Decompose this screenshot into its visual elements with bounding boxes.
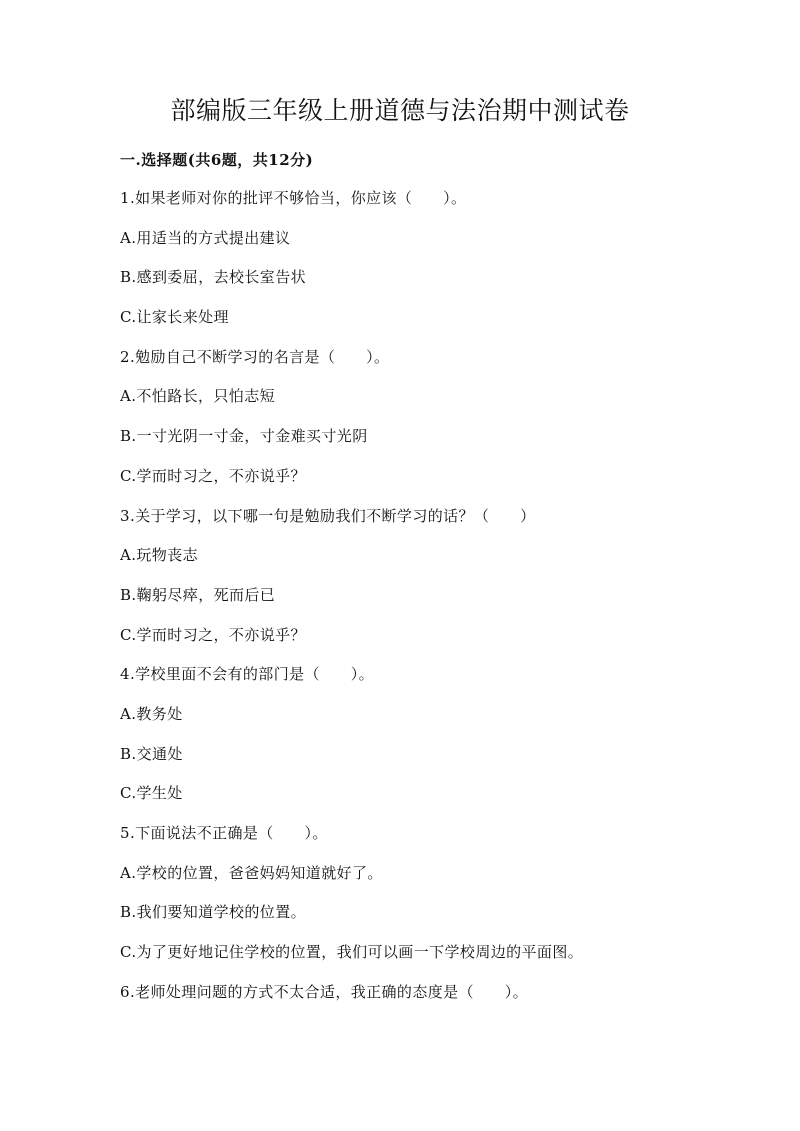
- question-2: [120, 345, 720, 504]
- question-option: C.让家长来处理: [120, 308, 229, 327]
- question-5: [120, 821, 720, 980]
- question-3: [120, 504, 720, 663]
- question-option: A.教务处: [120, 704, 183, 723]
- question-option: B.交通处: [120, 744, 183, 763]
- question-option: A.学校的位置，爸爸妈妈知道就好了。: [120, 863, 383, 882]
- question-option: B.鞠躬尽瘁，死而后已: [120, 585, 276, 604]
- page-title: 部编版三年级上册道德与法治期中测试卷: [170, 96, 630, 125]
- question-6: [120, 980, 720, 1020]
- question-4: [120, 662, 720, 821]
- question-stem: 4.学校里面不会有的部门是（ ）。: [120, 665, 375, 684]
- question-list: [120, 186, 720, 1019]
- question-option: C.为了更好地记住学校的位置，我们可以画一下学校周边的平面图。: [120, 943, 584, 962]
- question-stem: 1.如果老师对你的批评不够恰当，你应该（ ）。: [120, 189, 467, 207]
- question-stem: 5.下面说法不正确是（ ）。: [120, 824, 328, 842]
- question-option: C.学生处: [120, 784, 183, 803]
- question-option: B.我们要知道学校的位置。: [120, 903, 306, 922]
- question-1: [120, 186, 720, 345]
- question-option: A.玩物丧志: [120, 546, 199, 565]
- question-option: C.学而时习之，不亦说乎？: [120, 466, 306, 485]
- question-stem: 3.关于学习，以下哪一句是勉励我们不断学习的话？（ ）: [120, 506, 536, 525]
- question-option: A.用适当的方式提出建议: [120, 228, 291, 247]
- section-heading: 一.选择题(共6题，共12分): [120, 151, 314, 169]
- question-stem: 2.勉励自己不断学习的名言是（ ）。: [120, 347, 390, 366]
- question-stem: 6.老师处理问题的方式不太合适，我正确的态度是（ ）。: [120, 982, 529, 1001]
- question-option: C.学而时习之，不亦说乎？: [120, 625, 306, 644]
- question-option: A.不怕路长，只怕志短: [120, 387, 276, 406]
- question-option: B.感到委屈，去校长室告状: [120, 268, 306, 287]
- question-option: B.一寸光阴一寸金，寸金难买寸光阴: [120, 427, 368, 446]
